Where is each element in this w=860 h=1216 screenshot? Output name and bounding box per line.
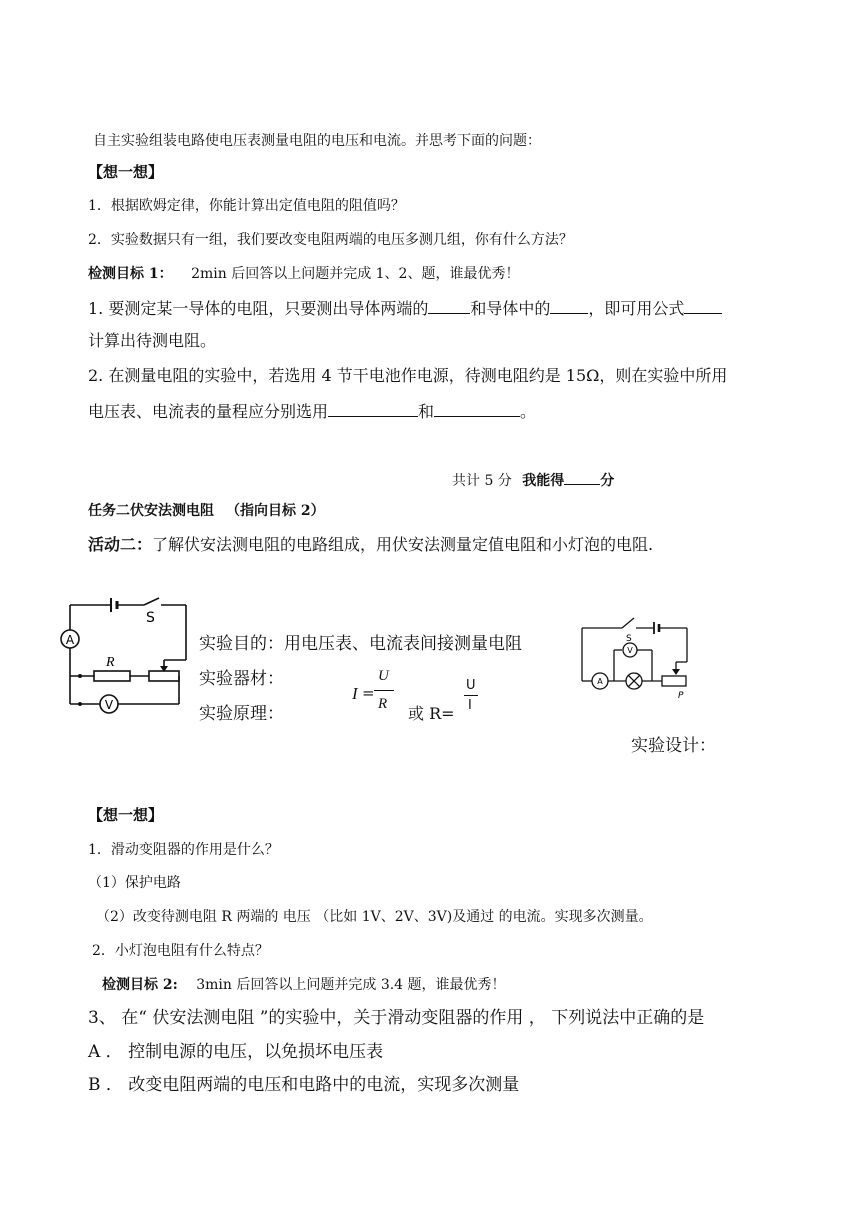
exercise-2-part-2: 电压表、电流表的量程应分别选用 bbox=[88, 402, 329, 421]
formula-i: I bbox=[352, 684, 358, 703]
task-2-target: （指向目标 2） bbox=[226, 503, 325, 519]
check-target-1 bbox=[88, 267, 519, 281]
check-target-2 bbox=[102, 978, 506, 992]
check-target-1-label: 检测目标 1： bbox=[88, 266, 173, 282]
fraction-bar bbox=[374, 690, 394, 691]
activity-2-label: 活动二： bbox=[88, 535, 153, 554]
think1-question-1: 1．根据欧姆定律，你能计算出定值电阻的阻值吗？ bbox=[88, 198, 405, 214]
fraction-i: I bbox=[468, 698, 472, 713]
activity-2-text: 了解伏安法测电阻的电路组成，用伏安法测量定值电阻和小灯泡的电阻. bbox=[152, 535, 654, 554]
exercise-2-part-3: 和 bbox=[418, 402, 435, 421]
exercise-1-line-2: 计算出待测电阻。 bbox=[88, 331, 217, 350]
think2-question-1: 1．滑动变阻器的作用是什么？ bbox=[88, 842, 279, 858]
check-target-2-label: 检测目标 2: bbox=[102, 977, 178, 993]
think2-answer-2: （2）改变待测电阻 R 两端的 电压 （比如 1V、2V、3V)及通过 的电流。实现多次测量。 bbox=[96, 909, 653, 925]
activity-2-line bbox=[88, 537, 653, 553]
circuit2-ammeter-label: A bbox=[597, 677, 603, 686]
circuit1-voltmeter-label: V bbox=[104, 698, 114, 712]
answer-blank[interactable] bbox=[428, 299, 470, 314]
question-3-stem: 3、 在“ 伏安法测电阻 ”的实验中，关于滑动变阻器的作用 ， 下列说法中正确的是 bbox=[88, 1008, 705, 1028]
circuit-diagram-2 bbox=[574, 614, 704, 704]
think-heading-2: 【想一想】 bbox=[88, 806, 164, 824]
exercise-1-part-2: 和导体中的 bbox=[470, 299, 551, 318]
formula-r: R bbox=[378, 696, 388, 712]
question-3-option-b[interactable]: B ． 改变电阻两端的电压和电路中的电流，实现多次测量 bbox=[88, 1075, 520, 1095]
circuit1-ammeter-label: A bbox=[65, 633, 75, 647]
circuit1-resistor-label: R bbox=[106, 655, 115, 670]
answer-blank[interactable] bbox=[434, 402, 520, 417]
circuit2-switch-label: S bbox=[626, 634, 632, 644]
exercise-2-line-2 bbox=[88, 402, 536, 420]
score-blank[interactable] bbox=[564, 470, 600, 485]
fraction-bar bbox=[464, 695, 478, 696]
exercise-2-line-1: 2. 在测量电阻的实验中，若选用 4 节干电池作电源，待测电阻约是 15Ω，则在实验中所用 bbox=[88, 366, 728, 385]
formula-ohms-law bbox=[352, 668, 400, 720]
think2-question-2: 2．小灯泡电阻有什么特点？ bbox=[92, 943, 269, 959]
think1-question-2: 2．实验数据只有一组，我们要改变电阻两端的电压多测几组，你有什么方法？ bbox=[88, 232, 573, 248]
intro-text: 自主实验组装电路使电压表测量电阻的电压和电流。并思考下面的问题： bbox=[93, 133, 541, 149]
formula-u: U bbox=[378, 668, 389, 684]
task-2-name: 任务二伏安法测电阻 bbox=[88, 503, 214, 519]
circuit1-switch-label: S bbox=[146, 610, 155, 626]
fraction-u: U bbox=[466, 678, 476, 693]
circuit2-slider-label: P bbox=[678, 691, 684, 701]
formula-alt: 或 R= bbox=[408, 704, 455, 723]
formula-alt-fraction bbox=[464, 678, 480, 718]
score-prefix: 共计 5 分 bbox=[452, 473, 512, 489]
exercise-1-part-1: 1. 要测定某一导体的电阻，只要测出导体两端的 bbox=[88, 299, 429, 318]
answer-blank[interactable] bbox=[550, 299, 588, 314]
circuit2-voltmeter-label: V bbox=[627, 646, 633, 655]
exercise-1-part-3: ，即可用公式 bbox=[588, 299, 685, 318]
answer-blank[interactable] bbox=[328, 402, 418, 417]
question-3-option-a[interactable]: A ． 控制电源的电压，以免损坏电压表 bbox=[88, 1042, 384, 1062]
score-suffix: 分 bbox=[600, 473, 615, 489]
think2-answer-1: （1）保护电路 bbox=[88, 875, 181, 891]
answer-blank[interactable] bbox=[684, 299, 722, 314]
experiment-materials: 实验器材： bbox=[199, 669, 284, 689]
task-2-title bbox=[88, 504, 325, 518]
check-target-1-text: 2min 后回答以上问题并完成 1、2、题，谁最优秀！ bbox=[191, 266, 520, 282]
score-line bbox=[452, 470, 614, 488]
experiment-design: 实验设计： bbox=[631, 736, 716, 756]
score-label: 我能得 bbox=[522, 473, 565, 489]
check-target-2-text: 3min 后回答以上问题并完成 3.4 题，谁最优秀！ bbox=[196, 977, 506, 993]
formula-equals: = bbox=[362, 684, 375, 702]
experiment-principle: 实验原理： bbox=[199, 704, 284, 724]
circuit-diagram-1 bbox=[54, 594, 194, 724]
think-heading-1: 【想一想】 bbox=[88, 163, 164, 181]
experiment-purpose: 实验目的：用电压表、电流表间接测量电阻 bbox=[199, 634, 522, 654]
exercise-1-line-1 bbox=[88, 299, 722, 317]
exercise-2-part-4: 。 bbox=[520, 402, 537, 421]
